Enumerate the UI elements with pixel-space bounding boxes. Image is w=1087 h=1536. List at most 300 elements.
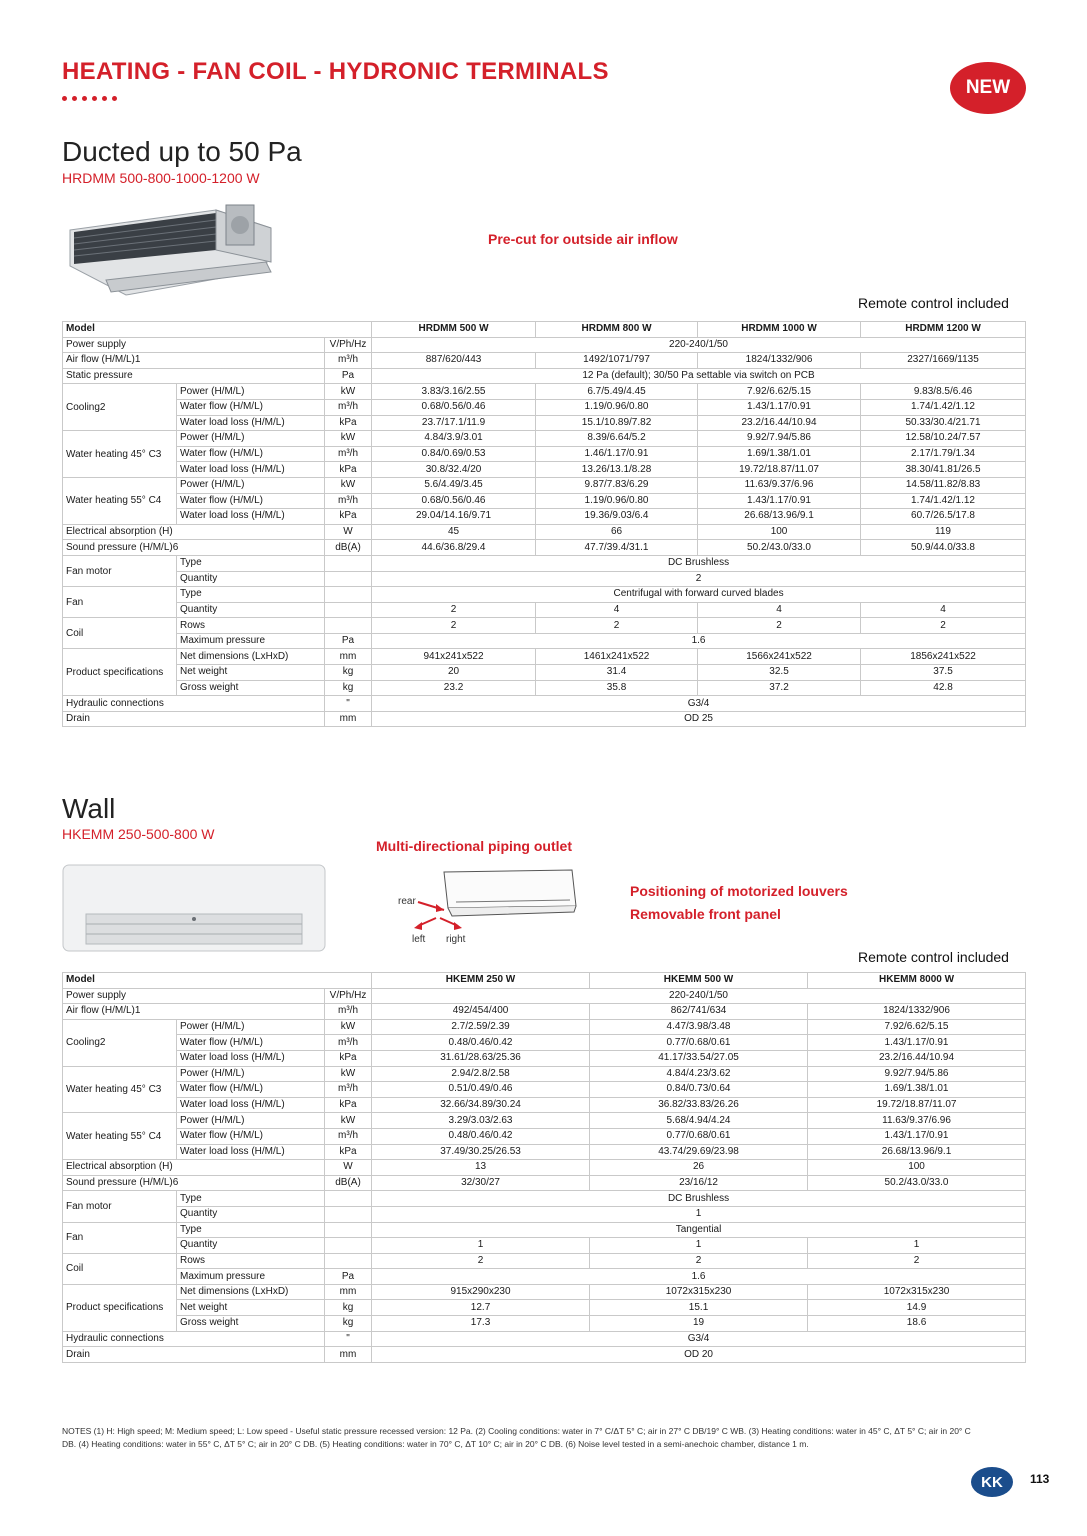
row-unit: m³/h: [325, 446, 372, 462]
row-value-span: Centrifugal with forward curved blades: [372, 587, 1026, 603]
row-value: 23.7/17.1/11.9: [372, 415, 536, 431]
header-dots: [62, 96, 117, 101]
row-group-label: Fan motor: [63, 555, 177, 586]
ducted-section-subtitle: HRDMM 500-800-1000-1200 W: [62, 170, 260, 186]
row-sub-label: Water load loss (H/M/L): [177, 462, 325, 478]
header-model-name: HKEMM 500 W: [590, 973, 808, 989]
new-badge: NEW: [950, 62, 1026, 114]
row-unit: m³/h: [325, 1004, 372, 1020]
row-value: 36.82/33.83/26.26: [590, 1097, 808, 1113]
table-row: [63, 1128, 1026, 1144]
row-value: 66: [536, 524, 698, 540]
row-unit: ": [325, 1331, 372, 1347]
row-value: 26.68/13.96/9.1: [698, 509, 861, 525]
row-value: 1.69/1.38/1.01: [808, 1082, 1026, 1098]
row-group-label: Static pressure: [63, 368, 325, 384]
row-unit: m³/h: [325, 1128, 372, 1144]
row-group-label: Drain: [63, 1347, 325, 1363]
row-value: 1824/1332/906: [808, 1004, 1026, 1020]
row-sub-label: Water load loss (H/M/L): [177, 1050, 325, 1066]
row-group-label: Water heating 55° C4: [63, 477, 177, 524]
row-value: 45: [372, 524, 536, 540]
row-sub-label: Water flow (H/M/L): [177, 1128, 325, 1144]
table-row: [63, 1144, 1026, 1160]
row-value: 50.2/43.0/33.0: [808, 1175, 1026, 1191]
table-row: [63, 1113, 1026, 1129]
row-group-label: Electrical absorption (H): [63, 524, 325, 540]
table-row: [63, 633, 1026, 649]
row-sub-label: Water flow (H/M/L): [177, 446, 325, 462]
row-unit: m³/h: [325, 353, 372, 369]
row-value-span: 220-240/1/50: [372, 988, 1026, 1004]
row-unit: kPa: [325, 509, 372, 525]
page-number: 113: [1030, 1472, 1050, 1486]
row-unit: kg: [325, 680, 372, 696]
row-value: 3.83/3.16/2.55: [372, 384, 536, 400]
row-value: 41.17/33.54/27.05: [590, 1050, 808, 1066]
row-value: 32.66/34.89/30.24: [372, 1097, 590, 1113]
row-value: 13: [372, 1160, 590, 1176]
row-value: 4: [536, 602, 698, 618]
row-value: 1856x241x522: [861, 649, 1026, 665]
table-row: [63, 1097, 1026, 1113]
row-sub-label: Gross weight: [177, 1316, 325, 1332]
row-sub-label: Power (H/M/L): [177, 1019, 325, 1035]
row-unit: Pa: [325, 633, 372, 649]
header-model-name: HKEMM 8000 W: [808, 973, 1026, 989]
row-group-label: Cooling2: [63, 384, 177, 431]
row-value: 30.8/32.4/20: [372, 462, 536, 478]
row-sub-label: Maximum pressure: [177, 633, 325, 649]
row-value: 2: [372, 602, 536, 618]
row-value: 100: [808, 1160, 1026, 1176]
row-value: 31.4: [536, 665, 698, 681]
row-value-span: 220-240/1/50: [372, 337, 1026, 353]
row-value: 0.48/0.46/0.42: [372, 1035, 590, 1051]
wall-section-subtitle: HKEMM 250-500-800 W: [62, 826, 215, 842]
row-sub-label: Quantity: [177, 1206, 325, 1222]
row-value: 1.74/1.42/1.12: [861, 399, 1026, 415]
row-value-span: DC Brushless: [372, 1191, 1026, 1207]
row-group-label: Water heating 55° C4: [63, 1113, 177, 1160]
row-value: 0.84/0.69/0.53: [372, 446, 536, 462]
table-row: [63, 680, 1026, 696]
header-model-name: HRDMM 1200 W: [861, 322, 1026, 338]
row-sub-label: Net dimensions (LxHxD): [177, 1284, 325, 1300]
row-value: 2: [698, 618, 861, 634]
row-value: 2: [808, 1253, 1026, 1269]
row-value: 26.68/13.96/9.1: [808, 1144, 1026, 1160]
ducted-feature-label: Pre-cut for outside air inflow: [488, 231, 678, 247]
row-group-label: Air flow (H/M/L)1: [63, 353, 325, 369]
row-value: 1.43/1.17/0.91: [808, 1128, 1026, 1144]
row-value: 1824/1332/906: [698, 353, 861, 369]
row-value: 29.04/14.16/9.71: [372, 509, 536, 525]
wall-spec-table: [62, 972, 1026, 1363]
row-group-label: Sound pressure (H/M/L)6: [63, 1175, 325, 1191]
row-value: 0.68/0.56/0.46: [372, 399, 536, 415]
table-row: [63, 571, 1026, 587]
row-group-label: Drain: [63, 711, 325, 727]
row-value: 1.46/1.17/0.91: [536, 446, 698, 462]
row-value: 1: [590, 1238, 808, 1254]
row-value: 11.63/9.37/6.96: [698, 477, 861, 493]
row-sub-label: Water load loss (H/M/L): [177, 509, 325, 525]
row-value: 100: [698, 524, 861, 540]
row-sub-label: Net weight: [177, 665, 325, 681]
table-row: [63, 1004, 1026, 1020]
row-group-label: Hydraulic connections: [63, 1331, 325, 1347]
table-row: [63, 446, 1026, 462]
table-row: [63, 1019, 1026, 1035]
row-value: 37.5: [861, 665, 1026, 681]
row-value: 12.7: [372, 1300, 590, 1316]
row-unit: [325, 1222, 372, 1238]
row-value-span: OD 25: [372, 711, 1026, 727]
row-value-span: G3/4: [372, 696, 1026, 712]
wall-remote-note: Remote control included: [858, 949, 1009, 965]
row-value: 14.58/11.82/8.83: [861, 477, 1026, 493]
row-sub-label: Power (H/M/L): [177, 384, 325, 400]
row-value: 1: [372, 1238, 590, 1254]
row-group-label: Coil: [63, 618, 177, 649]
row-value: 7.92/6.62/5.15: [698, 384, 861, 400]
row-value: 44.6/36.8/29.4: [372, 540, 536, 556]
row-group-label: Water heating 45° C3: [63, 431, 177, 478]
row-unit: kW: [325, 1019, 372, 1035]
row-unit: mm: [325, 1347, 372, 1363]
row-unit: kW: [325, 1113, 372, 1129]
row-sub-label: Net dimensions (LxHxD): [177, 649, 325, 665]
brand-logo: KK: [971, 1467, 1013, 1497]
row-sub-label: Water flow (H/M/L): [177, 399, 325, 415]
row-value: 2.94/2.8/2.58: [372, 1066, 590, 1082]
row-value: 42.8: [861, 680, 1026, 696]
table-row: [63, 665, 1026, 681]
row-value: 1566x241x522: [698, 649, 861, 665]
row-unit: mm: [325, 649, 372, 665]
row-value: 43.74/29.69/23.98: [590, 1144, 808, 1160]
row-value: 50.33/30.4/21.71: [861, 415, 1026, 431]
row-value: 2.17/1.79/1.34: [861, 446, 1026, 462]
row-value: 9.87/7.83/6.29: [536, 477, 698, 493]
row-value: 12.58/10.24/7.57: [861, 431, 1026, 447]
row-value: 11.63/9.37/6.96: [808, 1113, 1026, 1129]
row-unit: kW: [325, 384, 372, 400]
row-value: 26: [590, 1160, 808, 1176]
table-row: [63, 540, 1026, 556]
table-row: [63, 1206, 1026, 1222]
table-row: [63, 696, 1026, 712]
table-row: [63, 1331, 1026, 1347]
row-sub-label: Water load loss (H/M/L): [177, 1097, 325, 1113]
row-group-label: Electrical absorption (H): [63, 1160, 325, 1176]
ducted-remote-note: Remote control included: [858, 295, 1009, 311]
row-unit: V/Ph/Hz: [325, 988, 372, 1004]
row-value: 19.72/18.87/11.07: [808, 1097, 1026, 1113]
row-group-label: Sound pressure (H/M/L)6: [63, 540, 325, 556]
table-row: [63, 587, 1026, 603]
row-value: 37.49/30.25/26.53: [372, 1144, 590, 1160]
row-unit: V/Ph/Hz: [325, 337, 372, 353]
row-unit: [325, 555, 372, 571]
row-value: 9.83/8.5/6.46: [861, 384, 1026, 400]
page-header-title: HEATING - FAN COIL - HYDRONIC TERMINALS: [62, 58, 609, 85]
header-model-name: HRDMM 800 W: [536, 322, 698, 338]
row-group-label: Air flow (H/M/L)1: [63, 1004, 325, 1020]
row-group-label: Coil: [63, 1253, 177, 1284]
row-value: 6.7/5.49/4.45: [536, 384, 698, 400]
row-unit: kg: [325, 1300, 372, 1316]
row-value: 0.68/0.56/0.46: [372, 493, 536, 509]
row-value: 23/16/12: [590, 1175, 808, 1191]
row-unit: Pa: [325, 1269, 372, 1285]
table-row: [63, 509, 1026, 525]
row-group-label: Product specifications: [63, 649, 177, 696]
row-value: 37.2: [698, 680, 861, 696]
row-unit: [325, 1191, 372, 1207]
table-header-row: [63, 973, 1026, 989]
row-value: 13.26/13.1/8.28: [536, 462, 698, 478]
wall-piping-feature: Multi-directional piping outlet: [376, 838, 572, 854]
row-unit: [325, 618, 372, 634]
row-value-span: G3/4: [372, 1331, 1026, 1347]
row-sub-label: Water flow (H/M/L): [177, 1082, 325, 1098]
table-row: [63, 1066, 1026, 1082]
row-value: 47.7/39.4/31.1: [536, 540, 698, 556]
row-value: 1.43/1.17/0.91: [698, 493, 861, 509]
row-unit: [325, 587, 372, 603]
table-row: [63, 524, 1026, 540]
table-row: [63, 618, 1026, 634]
row-value-span: 2: [372, 571, 1026, 587]
table-row: [63, 384, 1026, 400]
row-value-span: DC Brushless: [372, 555, 1026, 571]
row-unit: kPa: [325, 1050, 372, 1066]
row-value: 862/741/634: [590, 1004, 808, 1020]
row-group-label: Power supply: [63, 337, 325, 353]
row-unit: kg: [325, 665, 372, 681]
row-value: 0.77/0.68/0.61: [590, 1128, 808, 1144]
row-sub-label: Rows: [177, 1253, 325, 1269]
row-unit: [325, 602, 372, 618]
row-unit: dB(A): [325, 540, 372, 556]
row-group-label: Fan: [63, 587, 177, 618]
row-value: 1.19/0.96/0.80: [536, 399, 698, 415]
ducted-section-title: Ducted up to 50 Pa: [62, 136, 302, 167]
row-value: 2.7/2.59/2.39: [372, 1019, 590, 1035]
row-unit: m³/h: [325, 399, 372, 415]
table-row: [63, 462, 1026, 478]
table-row: [63, 477, 1026, 493]
row-unit: W: [325, 524, 372, 540]
table-row: [63, 493, 1026, 509]
header-model-name: HRDMM 1000 W: [698, 322, 861, 338]
row-value: 941x241x522: [372, 649, 536, 665]
row-value: 9.92/7.94/5.86: [698, 431, 861, 447]
table-row: [63, 1035, 1026, 1051]
row-sub-label: Power (H/M/L): [177, 477, 325, 493]
ducted-unit-image: [66, 200, 282, 300]
table-row: [63, 415, 1026, 431]
table-row: [63, 1269, 1026, 1285]
row-sub-label: Type: [177, 555, 325, 571]
row-sub-label: Water flow (H/M/L): [177, 493, 325, 509]
row-value: 492/454/400: [372, 1004, 590, 1020]
row-value: 20: [372, 665, 536, 681]
row-value: 0.84/0.73/0.64: [590, 1082, 808, 1098]
row-value-span: 1.6: [372, 1269, 1026, 1285]
ducted-spec-table: [62, 321, 1026, 727]
row-value: 1072x315x230: [808, 1284, 1026, 1300]
row-value: 35.8: [536, 680, 698, 696]
row-value-span: 12 Pa (default); 30/50 Pa settable via switch on PCB: [372, 368, 1026, 384]
table-header-row: [63, 322, 1026, 338]
row-value: 2: [372, 1253, 590, 1269]
row-value: 915x290x230: [372, 1284, 590, 1300]
row-sub-label: Water flow (H/M/L): [177, 1035, 325, 1051]
row-sub-label: Quantity: [177, 1238, 325, 1254]
table-row: [63, 649, 1026, 665]
row-unit: kPa: [325, 1144, 372, 1160]
row-value: 32/30/27: [372, 1175, 590, 1191]
row-unit: mm: [325, 711, 372, 727]
table-row: [63, 1253, 1026, 1269]
row-unit: m³/h: [325, 1082, 372, 1098]
table-row: [63, 1347, 1026, 1363]
row-unit: kW: [325, 1066, 372, 1082]
diagram-right-label: right: [446, 934, 466, 945]
row-value: 4: [861, 602, 1026, 618]
row-sub-label: Quantity: [177, 602, 325, 618]
header-model-name: HKEMM 250 W: [372, 973, 590, 989]
row-value: 1.43/1.17/0.91: [808, 1035, 1026, 1051]
row-sub-label: Type: [177, 1222, 325, 1238]
row-value: 5.68/4.94/4.24: [590, 1113, 808, 1129]
row-group-label: Water heating 45° C3: [63, 1066, 177, 1113]
table-row: [63, 1222, 1026, 1238]
row-sub-label: Maximum pressure: [177, 1269, 325, 1285]
row-sub-label: Net weight: [177, 1300, 325, 1316]
row-value: 19.36/9.03/6.4: [536, 509, 698, 525]
row-unit: [325, 1238, 372, 1254]
row-unit: [325, 571, 372, 587]
row-group-label: Cooling2: [63, 1019, 177, 1066]
row-unit: kg: [325, 1316, 372, 1332]
row-unit: [325, 1206, 372, 1222]
row-sub-label: Power (H/M/L): [177, 431, 325, 447]
row-group-label: Product specifications: [63, 1284, 177, 1331]
row-unit: mm: [325, 1284, 372, 1300]
row-value: 2327/1669/1135: [861, 353, 1026, 369]
table-row: [63, 1082, 1026, 1098]
row-value: 19.72/18.87/11.07: [698, 462, 861, 478]
table-row: [63, 555, 1026, 571]
row-sub-label: Water load loss (H/M/L): [177, 1144, 325, 1160]
row-unit: kPa: [325, 415, 372, 431]
row-unit: kW: [325, 477, 372, 493]
row-unit: m³/h: [325, 1035, 372, 1051]
table-row: [63, 988, 1026, 1004]
row-sub-label: Type: [177, 587, 325, 603]
row-value: 8.39/6.64/5.2: [536, 431, 698, 447]
row-value: 23.2/16.44/10.94: [698, 415, 861, 431]
row-unit: kPa: [325, 1097, 372, 1113]
table-row: [63, 353, 1026, 369]
row-value: 2: [861, 618, 1026, 634]
row-unit: m³/h: [325, 493, 372, 509]
table-row: [63, 1316, 1026, 1332]
row-sub-label: Quantity: [177, 571, 325, 587]
row-value: 4.84/3.9/3.01: [372, 431, 536, 447]
row-unit: kPa: [325, 462, 372, 478]
row-value: 7.92/6.62/5.15: [808, 1019, 1026, 1035]
row-value: 1072x315x230: [590, 1284, 808, 1300]
row-unit: Pa: [325, 368, 372, 384]
wall-section-title: Wall: [62, 793, 116, 824]
row-value: 4.84/4.23/3.62: [590, 1066, 808, 1082]
row-value: 38.30/41.81/26.5: [861, 462, 1026, 478]
row-value-span: OD 20: [372, 1347, 1026, 1363]
row-value: 23.2: [372, 680, 536, 696]
row-value-span: 1.6: [372, 633, 1026, 649]
row-value: 50.9/44.0/33.8: [861, 540, 1026, 556]
row-group-label: Hydraulic connections: [63, 696, 325, 712]
header-model-cell: Model: [63, 973, 372, 989]
footnotes: NOTES (1) H: High speed; M: Medium speed; L: Low speed - Useful static pressure recessed version: 12 Pa. (2) Cooling conditions: water in 7° C/ΔT 5° C; air in 27° C DB/19° C WB. (3) Heating conditions: water in 45° C, ΔT 5° C; air in 20° C DB. (4) Heating conditions: water in 55° C, ΔT 5° C; air in 20° C DB. (5) Heating conditions: water in 70° C, ΔT 10° C; air in 20° C DB. (6) Noise level tested in a semi-anechoic chamber, distance 1 m.: [62, 1426, 971, 1449]
table-row: [63, 431, 1026, 447]
row-sub-label: Rows: [177, 618, 325, 634]
row-value: 9.92/7.94/5.86: [808, 1066, 1026, 1082]
wall-feature-front-panel: Removable front panel: [630, 906, 781, 922]
row-value: 15.1/10.89/7.82: [536, 415, 698, 431]
row-sub-label: Gross weight: [177, 680, 325, 696]
table-row: [63, 1284, 1026, 1300]
table-row: [63, 602, 1026, 618]
row-value-span: 1: [372, 1206, 1026, 1222]
table-row: [63, 1175, 1026, 1191]
row-value: 2: [590, 1253, 808, 1269]
row-sub-label: Power (H/M/L): [177, 1066, 325, 1082]
row-value: 60.7/26.5/17.8: [861, 509, 1026, 525]
diagram-left-label: left: [412, 934, 426, 945]
table-row: [63, 1300, 1026, 1316]
row-value: 17.3: [372, 1316, 590, 1332]
wall-piping-diagram: [396, 862, 582, 946]
row-group-label: Fan motor: [63, 1191, 177, 1222]
row-group-label: Fan: [63, 1222, 177, 1253]
row-value: 2: [536, 618, 698, 634]
row-value: 15.1: [590, 1300, 808, 1316]
table-row: [63, 399, 1026, 415]
row-value: 32.5: [698, 665, 861, 681]
table-row: [63, 1191, 1026, 1207]
row-value: 1492/1071/797: [536, 353, 698, 369]
row-value: 18.6: [808, 1316, 1026, 1332]
row-value: 0.77/0.68/0.61: [590, 1035, 808, 1051]
row-value: 0.48/0.46/0.42: [372, 1128, 590, 1144]
row-value: 19: [590, 1316, 808, 1332]
row-value: 1: [808, 1238, 1026, 1254]
row-value: 1.19/0.96/0.80: [536, 493, 698, 509]
row-sub-label: Power (H/M/L): [177, 1113, 325, 1129]
row-value: 4.47/3.98/3.48: [590, 1019, 808, 1035]
row-value: 4: [698, 602, 861, 618]
row-value-span: Tangential: [372, 1222, 1026, 1238]
row-value: 119: [861, 524, 1026, 540]
row-group-label: Power supply: [63, 988, 325, 1004]
row-value: 1.43/1.17/0.91: [698, 399, 861, 415]
